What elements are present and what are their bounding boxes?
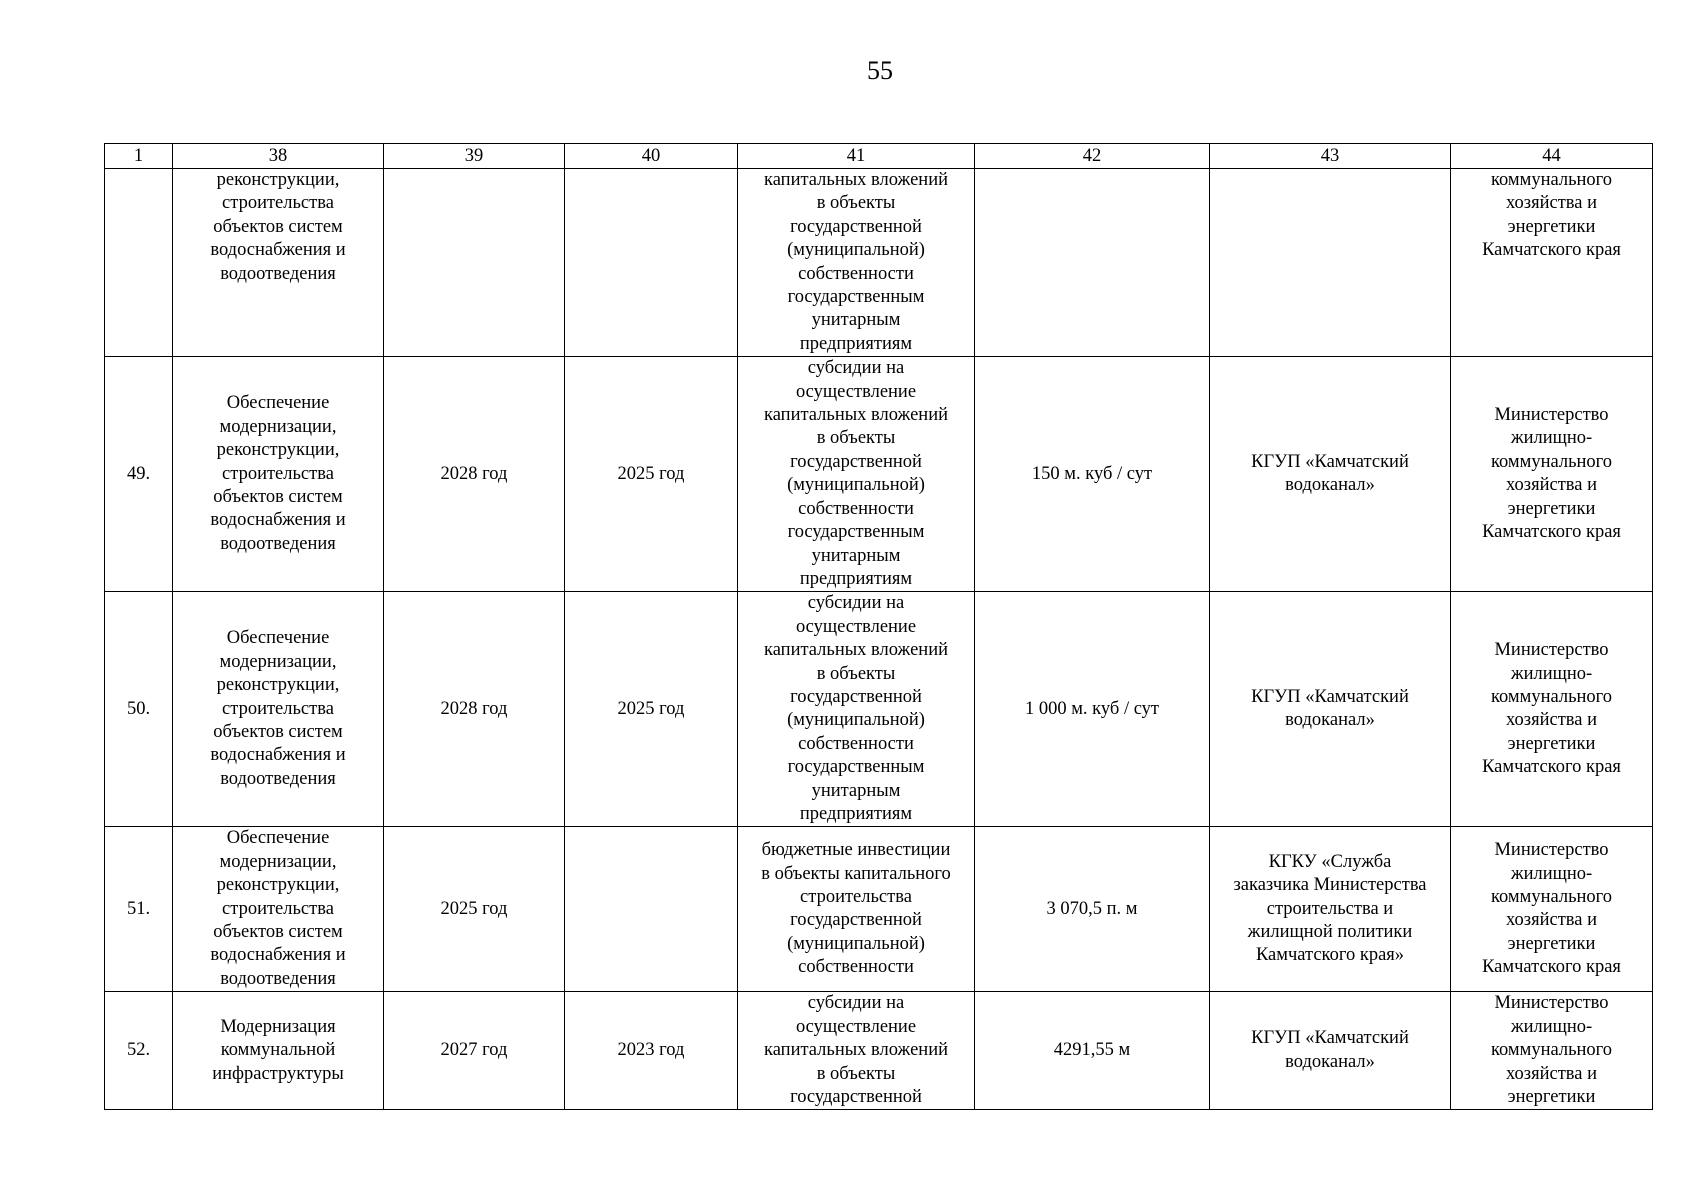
end-year-cell: 2028 год bbox=[384, 592, 565, 827]
funding-form-cell: субсидии на осуществление капитальных вложений в объекты государственной (муниципальной) собственности государственным унитарным предприятиям bbox=[738, 592, 975, 827]
table-row bbox=[105, 169, 1653, 357]
recipient-cell: КГУП «Камчатский водоканал» bbox=[1210, 592, 1451, 827]
event-name-cell: Обеспечение модернизации, реконструкции, строительства объектов систем водоснабжения и водоотведения bbox=[173, 357, 384, 592]
table-row bbox=[105, 592, 1653, 827]
end-year-cell: 2027 год bbox=[384, 992, 565, 1110]
recipient-cell: КГУП «Камчатский водоканал» bbox=[1210, 992, 1451, 1110]
end-year-cell: 2028 год bbox=[384, 357, 565, 592]
column-header: 39 bbox=[384, 144, 565, 169]
column-header: 43 bbox=[1210, 144, 1451, 169]
capacity-cell: 1 000 м. куб / сут bbox=[975, 592, 1210, 827]
table-row bbox=[105, 357, 1653, 592]
funding-form-cell: субсидии на осуществление капитальных вложений в объекты государственной (муниципальной) собственности государственным унитарным предприятиям bbox=[738, 357, 975, 592]
capacity-cell: 3 070,5 п. м bbox=[975, 827, 1210, 992]
start-year-cell: 2025 год bbox=[565, 592, 738, 827]
recipient-cell: КГУП «Камчатский водоканал» bbox=[1210, 357, 1451, 592]
page-number: 55 bbox=[867, 56, 893, 85]
row-number-cell: 50. bbox=[105, 592, 173, 827]
start-year-cell bbox=[565, 827, 738, 992]
column-header: 42 bbox=[975, 144, 1210, 169]
column-header: 38 bbox=[173, 144, 384, 169]
capacity-cell: 4291,55 м bbox=[975, 992, 1210, 1110]
end-year-cell: 2025 год bbox=[384, 827, 565, 992]
start-year-cell: 2023 год bbox=[565, 992, 738, 1110]
row-number-cell: 49. bbox=[105, 357, 173, 592]
event-name-cell: Модернизация коммунальной инфраструктуры bbox=[173, 992, 384, 1110]
funding-form-cell: капитальных вложений в объекты государственной (муниципальной) собственности государственным унитарным предприятиям bbox=[738, 169, 975, 357]
funding-form-cell: бюджетные инвестиции в объекты капитального строительства государственной (муниципальной) собственности bbox=[738, 827, 975, 992]
responsible-cell: Министерство жилищно- коммунального хозяйства и энергетики Камчатского края bbox=[1451, 592, 1653, 827]
table-row bbox=[105, 827, 1653, 992]
row-number-cell: 52. bbox=[105, 992, 173, 1110]
start-year-cell bbox=[565, 169, 738, 357]
event-name-cell: Обеспечение модернизации, реконструкции, строительства объектов систем водоснабжения и водоотведения bbox=[173, 592, 384, 827]
row-number-cell: 51. bbox=[105, 827, 173, 992]
row-number-cell bbox=[105, 169, 173, 357]
end-year-cell bbox=[384, 169, 565, 357]
column-header: 41 bbox=[738, 144, 975, 169]
responsible-cell: Министерство жилищно- коммунального хозяйства и энергетики Камчатского края bbox=[1451, 357, 1653, 592]
start-year-cell: 2025 год bbox=[565, 357, 738, 592]
capacity-cell bbox=[975, 169, 1210, 357]
table-row bbox=[105, 992, 1653, 1110]
event-name-cell: реконструкции, строительства объектов систем водоснабжения и водоотведения bbox=[173, 169, 384, 357]
responsible-cell: Министерство жилищно- коммунального хозяйства и энергетики Камчатского края bbox=[1451, 827, 1653, 992]
responsible-cell: Министерство жилищно- коммунального хозяйства и энергетики bbox=[1451, 992, 1653, 1110]
funding-form-cell: субсидии на осуществление капитальных вложений в объекты государственной bbox=[738, 992, 975, 1110]
column-header: 1 bbox=[105, 144, 173, 169]
data-table bbox=[104, 143, 1653, 1110]
recipient-cell bbox=[1210, 169, 1451, 357]
responsible-cell: коммунального хозяйства и энергетики Камчатского края bbox=[1451, 169, 1653, 357]
column-header: 40 bbox=[565, 144, 738, 169]
table-header-row bbox=[105, 144, 1653, 169]
column-header: 44 bbox=[1451, 144, 1653, 169]
event-name-cell: Обеспечение модернизации, реконструкции, строительства объектов систем водоснабжения и водоотведения bbox=[173, 827, 384, 992]
capacity-cell: 150 м. куб / сут bbox=[975, 357, 1210, 592]
recipient-cell: КГКУ «Служба заказчика Министерства строительства и жилищной политики Камчатского края» bbox=[1210, 827, 1451, 992]
